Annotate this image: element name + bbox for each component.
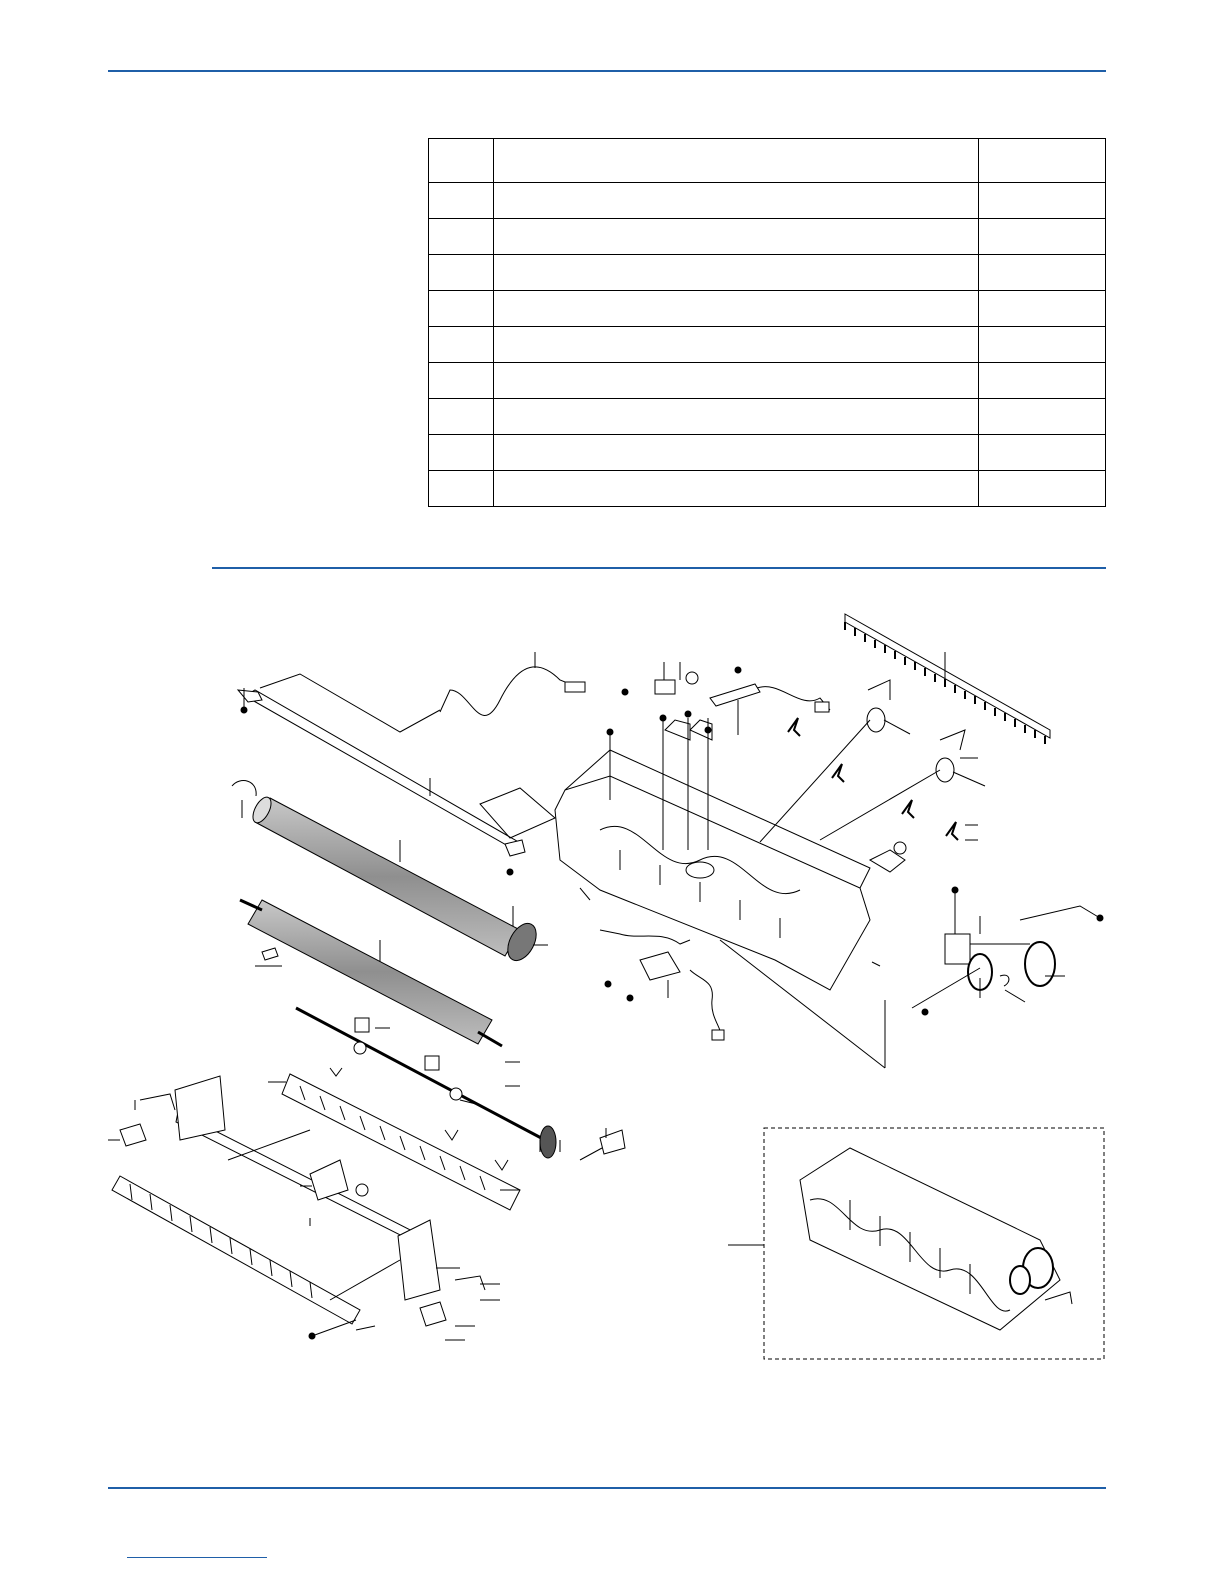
assembled-view-inset (728, 1128, 1104, 1359)
table-cell (429, 183, 494, 219)
header-cell-description (494, 139, 979, 183)
table-cell (429, 435, 494, 471)
drive-gears (912, 887, 1103, 1015)
table-cell (494, 183, 979, 219)
table-row (429, 363, 1106, 399)
table-row (429, 291, 1106, 327)
lower-frame (108, 1076, 520, 1340)
section-rule (212, 567, 1106, 569)
table-cell (429, 399, 494, 435)
table-cell (979, 435, 1106, 471)
parts-table (428, 138, 1106, 507)
table-row (429, 471, 1106, 507)
exit-roller-shaft (296, 1008, 556, 1158)
table-row (429, 255, 1106, 291)
table-cell (979, 363, 1106, 399)
table-cell (979, 399, 1106, 435)
table-cell (494, 471, 979, 507)
table-cell (494, 291, 979, 327)
table-cell (979, 183, 1106, 219)
wire-harness (440, 652, 585, 716)
table-cell (429, 471, 494, 507)
heater-bar (238, 674, 525, 875)
table-cell (979, 471, 1106, 507)
footer-rule (108, 1487, 1106, 1489)
table-cell (429, 219, 494, 255)
footer-link-underline (127, 1557, 267, 1558)
table-cell (494, 327, 979, 363)
table-cell (979, 327, 1106, 363)
table-cell (429, 327, 494, 363)
table-cell (979, 291, 1106, 327)
table-row (429, 399, 1106, 435)
header-rule (108, 70, 1106, 72)
table-cell (494, 219, 979, 255)
exploded-parts-diagram (0, 600, 1224, 1390)
table-row (429, 435, 1106, 471)
table-cell (429, 291, 494, 327)
table-cell (979, 219, 1106, 255)
table-cell (429, 255, 494, 291)
table-cell (494, 435, 979, 471)
table-cell (494, 255, 979, 291)
table-row (429, 183, 1106, 219)
header-cell-no (429, 139, 494, 183)
table-cell (494, 399, 979, 435)
header-cell-part-number (979, 139, 1106, 183)
table-header-row (429, 139, 1106, 183)
fuser-frame-upper (480, 750, 885, 1068)
table-row (429, 327, 1106, 363)
table-cell (494, 363, 979, 399)
table-cell (979, 255, 1106, 291)
table-row (429, 219, 1106, 255)
spring-assemblies (760, 680, 985, 872)
table-cell (429, 363, 494, 399)
